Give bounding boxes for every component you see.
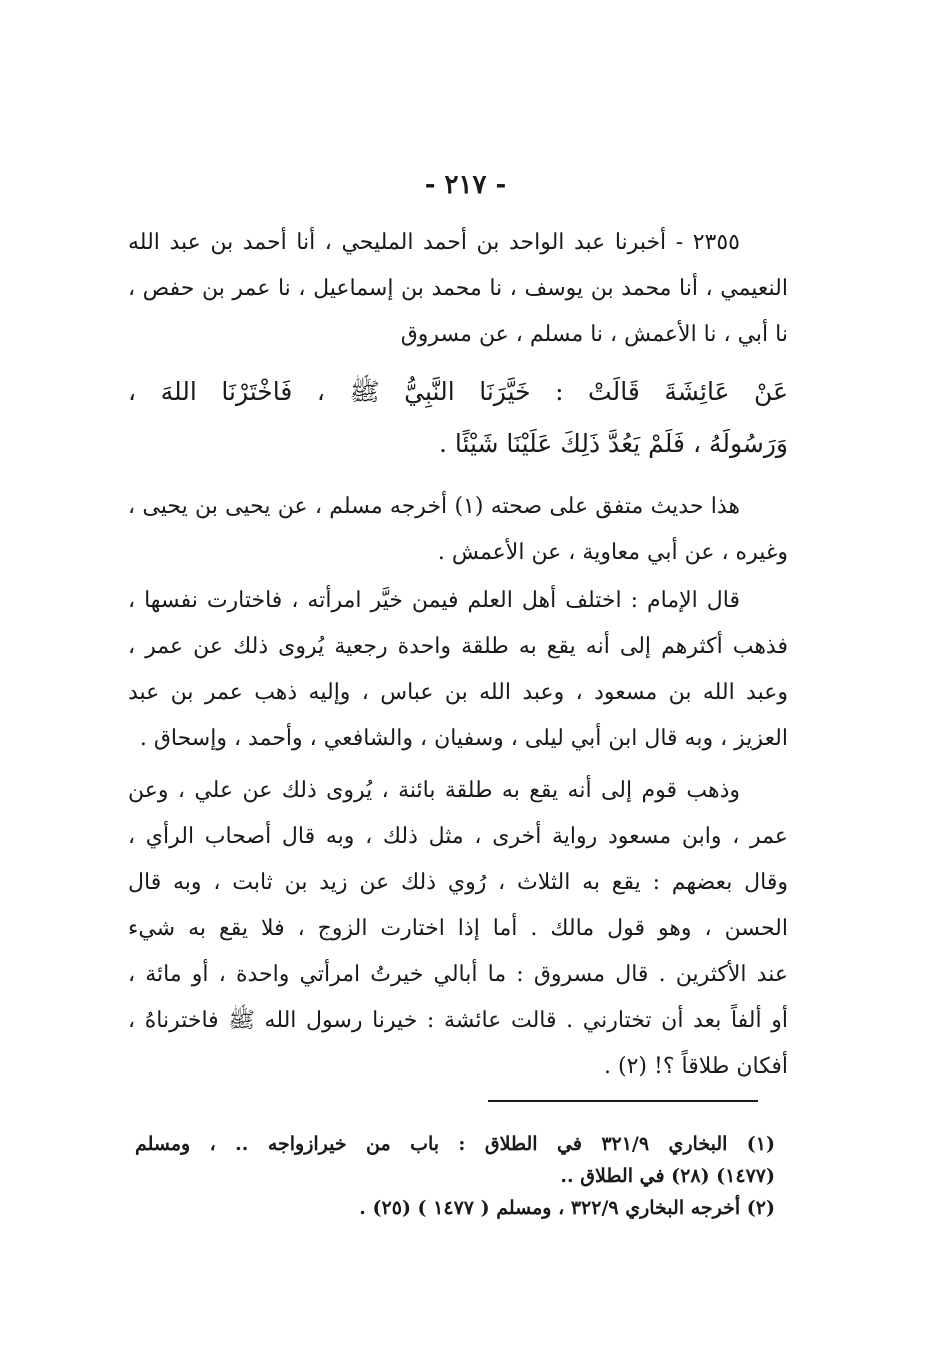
footnote-divider (488, 1100, 758, 1102)
text-line: أو ألفاً بعد أن تختارني . قالت عائشة : خيرنا رسول الله ﷺ فاخترناهُ ، (128, 1008, 788, 1033)
text-line: نا أبي ، نا الأعمش ، نا مسلم ، عن مسروق (400, 322, 788, 347)
text-line: وقال بعضهم : يقع به الثلاث ، رُوي ذلك عن زيد بن ثابت ، وبه قال (128, 870, 788, 895)
text-line: عند الأكثرين . قال مسروق : ما أبالي خيرتُ امرأتي واحدة ، أو مائة ، (128, 962, 788, 987)
text-line: العزيز ، وبه قال ابن أبي ليلى ، وسفيان ، والشافعي ، وأحمد ، وإسحاق . (139, 726, 788, 751)
footnotes (135, 1128, 775, 1224)
text-line: هذا حديث متفق على صحته (١) أخرجه مسلم ، عن يحيى بن يحيى ، (128, 494, 740, 519)
text-line: وَرَسُولَهُ ، فَلَمْ يَعُدَّ ذَلِكَ عَلَيْنَا شَيْئًا . (438, 429, 788, 458)
text-line: عمر ، وابن مسعود رواية أخرى ، مثل ذلك ، وبه قال أصحاب الرأي ، (128, 824, 788, 849)
commentary-paragraph-1 (128, 578, 788, 762)
commentary-paragraph-2 (128, 768, 788, 1090)
footnote-line: (٢) أخرجه البخاري ٣٢٢/٩ ، ومسلم ( ١٤٧٧ ) (٢٥) . (359, 1197, 775, 1219)
text-line: وغيره ، عن أبي معاوية ، عن الأعمش . (437, 540, 788, 565)
text-line: الحسن ، وهو قول مالك . أما إذا اختارت الزوج ، فلا يقع به شيء (128, 916, 788, 941)
text-line: ٢٣٥٥ - أخبرنا عبد الواحد بن أحمد المليحي ، أنا أحمد بن عبد الله (128, 230, 740, 255)
text-line: وذهب قوم إلى أنه يقع به طلقة بائنة ، يُروى ذلك عن علي ، وعن (128, 778, 740, 803)
text-line: النعيمي ، أنا محمد بن يوسف ، نا محمد بن إسماعيل ، نا عمر بن حفص ، (128, 276, 788, 301)
text-line: أفكان طلاقاً ؟! (٢) . (604, 1054, 788, 1079)
text-line: عَنْ عَائِشَةَ قَالَتْ : خَيَّرَنَا النَّبِيُّ ﷺ ، فَاخْتَرْنَا اللهَ ، (128, 377, 788, 406)
takhrij-paragraph (128, 484, 788, 576)
isnad-paragraph (128, 220, 788, 358)
footnote-line: (١٤٧٧) (٢٨) في الطلاق .. (560, 1165, 775, 1187)
text-line: وعبد الله بن مسعود ، وعبد الله بن عباس ، وإليه ذهب عمر بن عبد (128, 680, 788, 705)
text-line: فذهب أكثرهم إلى أنه يقع به طلقة واحدة رجعية يُروى ذلك عن عمر ، (128, 634, 788, 659)
page-number: - ٢١٧ - (424, 170, 507, 200)
text-line: قال الإمام : اختلف أهل العلم فيمن خيَّر امرأته ، فاختارت نفسها ، (128, 588, 740, 613)
hadith-text (128, 366, 788, 470)
footnote-line: (١) البخاري ٣٢١/٩ في الطلاق : باب من خيرازواجه .. ، ومسلم (135, 1133, 775, 1155)
